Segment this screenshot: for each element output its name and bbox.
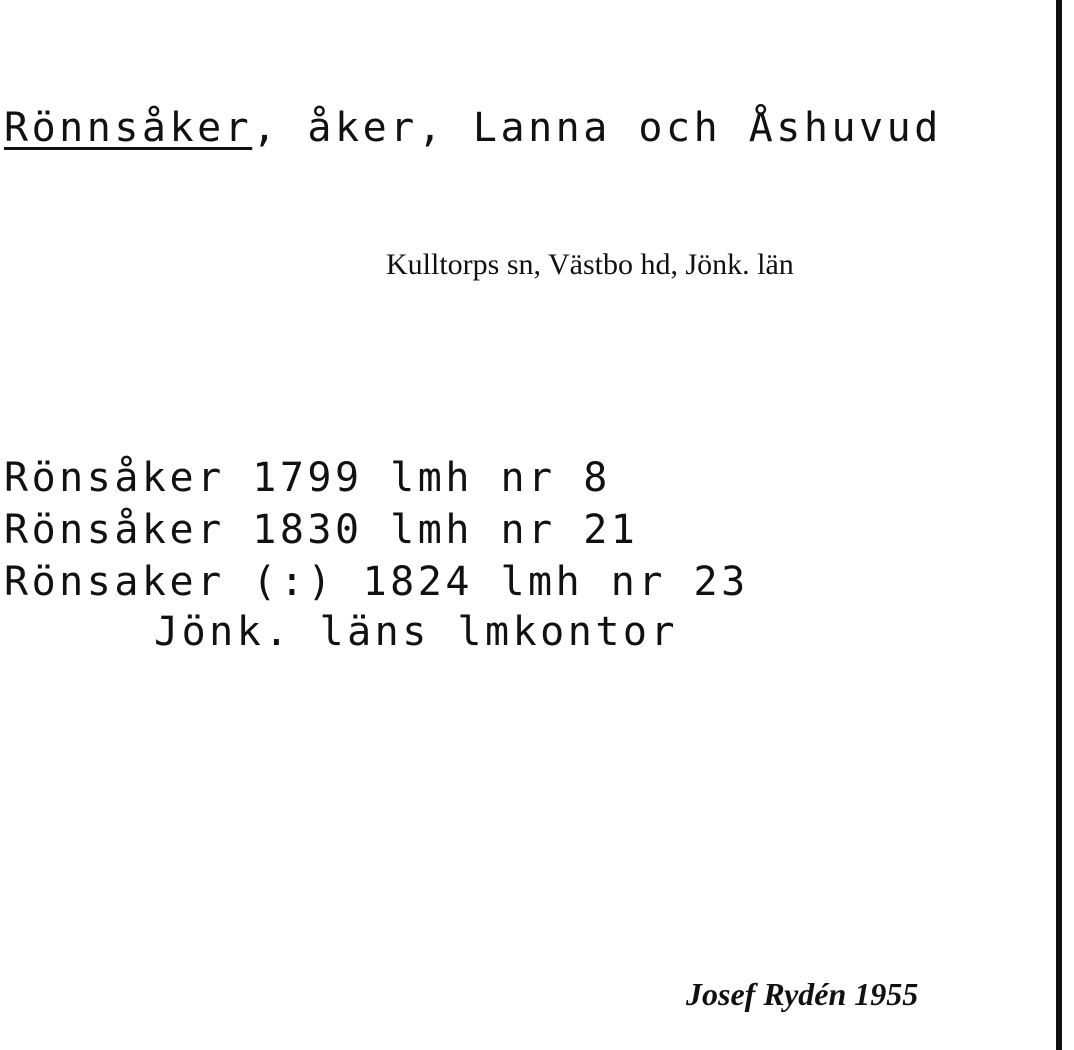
card-title <box>4 105 942 151</box>
place-name-underlined: Rönnsåker <box>4 105 253 151</box>
card-edge-line <box>1056 0 1062 1050</box>
record-source-line: Jönk. läns lmkontor <box>154 609 679 655</box>
signature: Josef Rydén 1955 <box>686 976 919 1012</box>
parish-line: Kulltorps sn, Västbo hd, Jönk. län <box>386 248 794 281</box>
place-name-rest: , åker, Lanna och Åshuvud <box>252 105 942 151</box>
record-line-3: Rönsaker (:) 1824 lmh nr 23 <box>4 559 749 605</box>
record-line-1: Rönsåker 1799 lmh nr 8 <box>4 455 611 501</box>
record-line-2: Rönsåker 1830 lmh nr 21 <box>4 507 639 553</box>
